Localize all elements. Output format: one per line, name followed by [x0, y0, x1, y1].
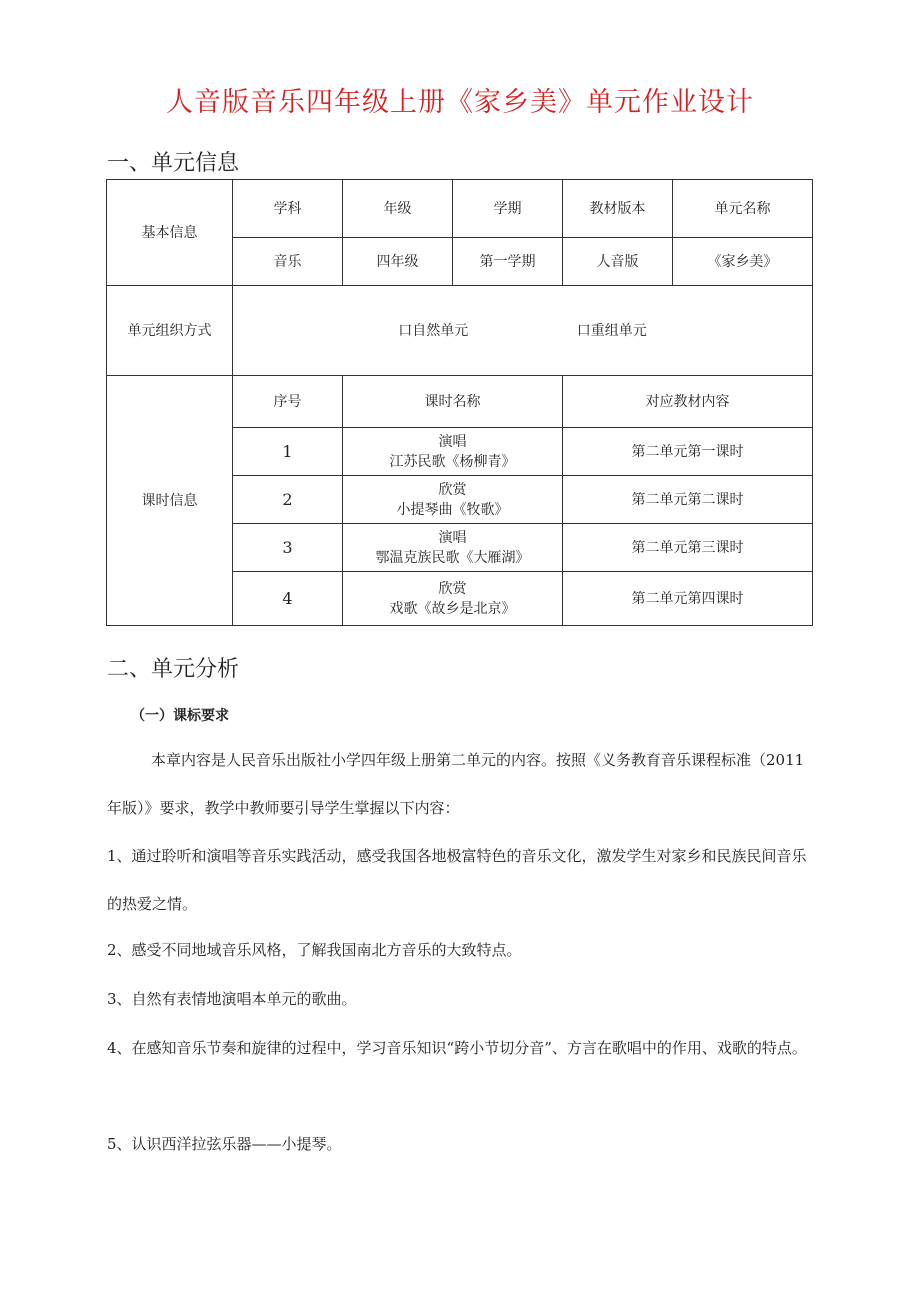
lesson-title: 小提琴曲《牧歌》 — [396, 501, 509, 518]
header-term: 学期 — [453, 180, 563, 238]
lesson-name — [343, 572, 563, 626]
lesson-no: 2 — [233, 476, 343, 524]
lesson-title: 戏歌《故乡是北京》 — [389, 600, 516, 617]
lesson-no: 1 — [233, 428, 343, 476]
header-subject: 学科 — [233, 180, 343, 238]
section-heading-unit-analysis: 二、单元分析 — [107, 657, 240, 682]
requirement-item: 4、在感知音乐节奏和旋律的过程中，学习音乐知识“跨小节切分音”、方言在歌唱中的作用、戏歌的特点。 — [107, 1039, 807, 1057]
value-edition: 人音版 — [563, 238, 673, 286]
header-unit-name: 单元名称 — [673, 180, 813, 238]
lesson-content: 第二单元第三课时 — [563, 524, 813, 572]
org-options — [233, 286, 813, 376]
requirement-item: 5、认识西洋拉弦乐器——小提琴。 — [107, 1135, 342, 1153]
lesson-content: 第二单元第四课时 — [563, 572, 813, 626]
intro-paragraph: 本章内容是人民音乐出版社小学四年级上册第二单元的内容。按照《义务教育音乐课程标准（2011年版）》要求，教学中教师要引导学生掌握以下内容： — [107, 751, 805, 817]
value-unit-name: 《家乡美》 — [673, 238, 813, 286]
lesson-info-label: 课时信息 — [107, 376, 233, 626]
lesson-name — [343, 428, 563, 476]
lesson-name — [343, 476, 563, 524]
section-heading-unit-info: 一、单元信息 — [107, 151, 240, 176]
lesson-type: 演唱 — [438, 433, 467, 450]
option-regrouped-unit[interactable]: 口重组单元 — [576, 322, 647, 339]
lesson-type: 欣赏 — [438, 481, 467, 498]
document-title: 人音版音乐四年级上册《家乡美》单元作业设计 — [166, 87, 754, 118]
lesson-type: 演唱 — [438, 529, 467, 546]
value-term: 第一学期 — [453, 238, 563, 286]
lesson-no: 4 — [233, 572, 343, 626]
lesson-content: 第二单元第一课时 — [563, 428, 813, 476]
lesson-header-content: 对应教材内容 — [563, 376, 813, 428]
basic-info-label: 基本信息 — [107, 180, 233, 286]
lesson-title: 江苏民歌《杨柳青》 — [389, 453, 516, 470]
lesson-type: 欣赏 — [438, 580, 467, 597]
value-grade: 四年级 — [343, 238, 453, 286]
header-edition: 教材版本 — [563, 180, 673, 238]
lesson-title: 鄂温克族民歌《大雁湖》 — [375, 549, 530, 566]
subheading-curriculum-requirements: （一）课标要求 — [131, 708, 229, 724]
org-label: 单元组织方式 — [107, 286, 233, 376]
lesson-header-no: 序号 — [233, 376, 343, 428]
lesson-no: 3 — [233, 524, 343, 572]
header-grade: 年级 — [343, 180, 453, 238]
value-subject: 音乐 — [233, 238, 343, 286]
requirement-item: 1、通过聆听和演唱等音乐实践活动，感受我国各地极富特色的音乐文化，激发学生对家乡和民族民间音乐的热爱之情。 — [107, 847, 807, 913]
unit-info-table — [106, 179, 813, 626]
requirement-item: 3、自然有表情地演唱本单元的歌曲。 — [107, 990, 357, 1008]
lesson-header-name: 课时名称 — [343, 376, 563, 428]
option-natural-unit[interactable]: 口自然单元 — [398, 322, 469, 339]
lesson-content: 第二单元第二课时 — [563, 476, 813, 524]
lesson-name — [343, 524, 563, 572]
requirement-item: 2、感受不同地域音乐风格，了解我国南北方音乐的大致特点。 — [107, 941, 522, 959]
